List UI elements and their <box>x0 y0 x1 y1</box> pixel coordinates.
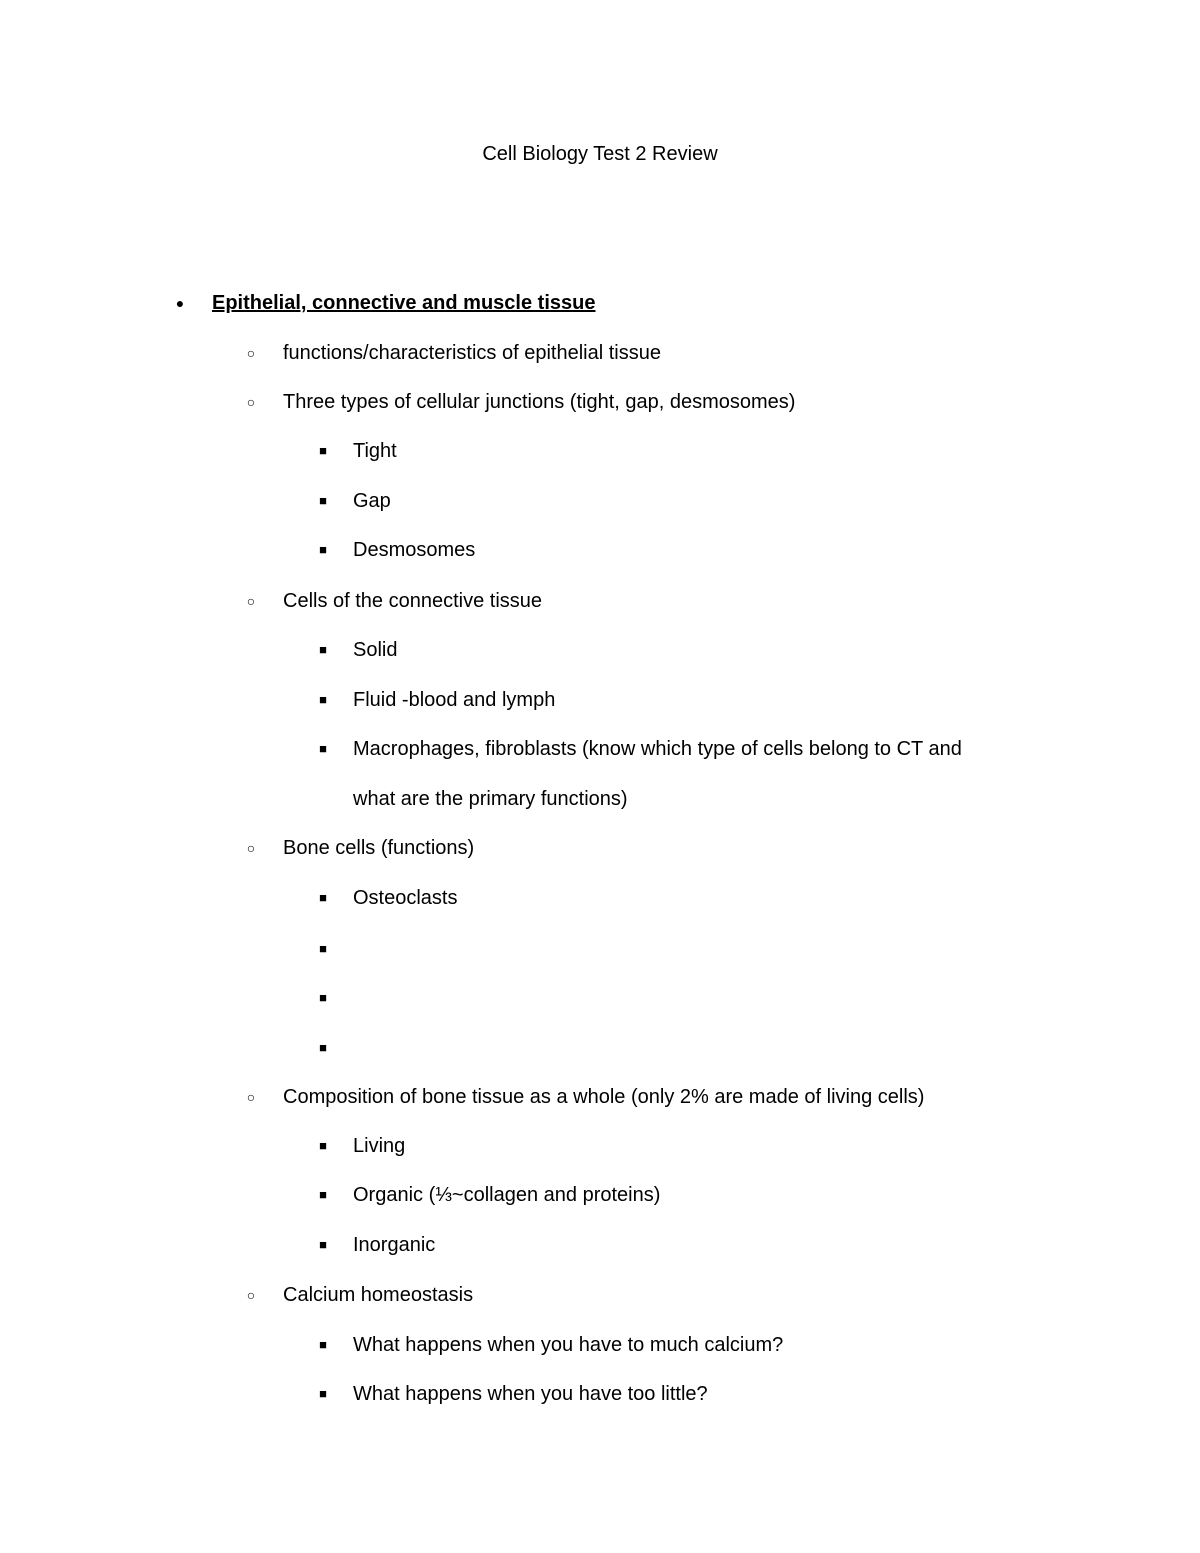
bullet-circle-icon: ○ <box>246 394 256 410</box>
bullet-circle-icon: ○ <box>246 840 256 856</box>
bullet-square-icon: ■ <box>319 1337 327 1352</box>
list-item-heading <box>175 289 596 317</box>
list-item-text: Cells of the connective tissue <box>283 590 543 612</box>
list-item-text: Macrophages, fibroblasts (know which type of cells belong to CT and <box>353 738 962 760</box>
list-item <box>319 686 556 714</box>
bullet-circle-icon: ○ <box>246 345 256 361</box>
list-item <box>246 1281 474 1309</box>
list-item <box>319 1380 708 1408</box>
list-item-text: Osteoclasts <box>353 887 458 909</box>
list-item-text: what are the primary functions) <box>353 788 628 810</box>
page-title: Cell Biology Test 2 Review <box>482 143 718 165</box>
bullet-square-icon: ■ <box>319 443 327 458</box>
list-item <box>319 437 397 465</box>
list-item-text: Fluid -blood and lymph <box>353 689 556 711</box>
list-item-text: Tight <box>353 440 397 462</box>
list-item <box>246 388 796 416</box>
list-item <box>246 587 543 615</box>
bullet-square-icon: ■ <box>319 692 327 707</box>
bullet-square-icon: ■ <box>319 542 327 557</box>
bullet-square-icon: ■ <box>319 493 327 508</box>
list-item <box>246 1083 925 1111</box>
bullet-square-icon: ■ <box>319 941 327 956</box>
list-item-text: What happens when you have too little? <box>353 1383 708 1405</box>
list-item-text: Calcium homeostasis <box>283 1284 474 1306</box>
list-item-text: Solid <box>353 639 398 661</box>
bullet-disc-icon: ● <box>175 295 185 311</box>
bullet-square-icon: ■ <box>319 741 327 756</box>
list-item <box>319 884 458 912</box>
bullet-square-icon: ■ <box>319 1187 327 1202</box>
bullet-circle-icon: ○ <box>246 1287 256 1303</box>
bullet-square-icon: ■ <box>319 1138 327 1153</box>
list-item <box>319 1231 436 1259</box>
bullet-square-icon: ■ <box>319 890 327 905</box>
list-item-text: Bone cells (functions) <box>283 837 475 859</box>
list-item <box>319 487 391 515</box>
list-item <box>319 636 398 664</box>
list-item-continuation <box>353 785 628 813</box>
list-item-text: Composition of bone tissue as a whole (only 2% are made of living cells) <box>283 1086 925 1108</box>
section-heading: Epithelial, connective and muscle tissue <box>212 292 596 314</box>
bullet-square-icon: ■ <box>319 1040 327 1055</box>
bullet-square-icon: ■ <box>319 1237 327 1252</box>
bullet-square-icon: ■ <box>319 990 327 1005</box>
list-item-text: Desmosomes <box>353 539 476 561</box>
bullet-square-icon: ■ <box>319 1386 327 1401</box>
list-item <box>319 1331 784 1359</box>
list-item <box>319 1132 406 1160</box>
bullet-square-icon: ■ <box>319 642 327 657</box>
list-item <box>319 536 476 564</box>
list-item <box>319 735 962 763</box>
list-item-text: functions/characteristics of epithelial tissue <box>283 342 661 364</box>
list-item-text: Organic (⅓~collagen and proteins) <box>353 1184 661 1206</box>
bullet-circle-icon: ○ <box>246 593 256 609</box>
list-item-text: Inorganic <box>353 1234 436 1256</box>
list-item-text: What happens when you have to much calcium? <box>353 1334 784 1356</box>
bullet-circle-icon: ○ <box>246 1089 256 1105</box>
list-item-text: Gap <box>353 490 391 512</box>
list-item <box>246 834 475 862</box>
list-item-text: Three types of cellular junctions (tight, gap, desmosomes) <box>283 391 796 413</box>
list-item-text: Living <box>353 1135 406 1157</box>
list-item <box>319 1181 661 1209</box>
list-item <box>246 339 661 367</box>
